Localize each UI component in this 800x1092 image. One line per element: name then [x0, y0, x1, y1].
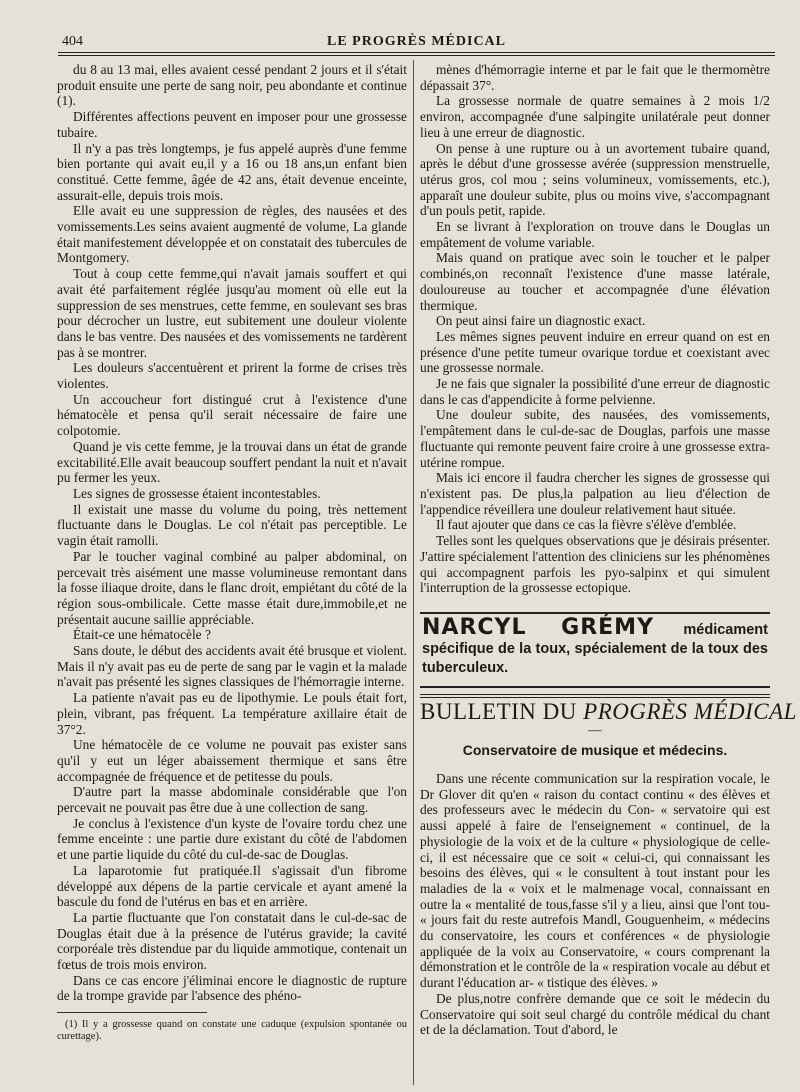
paragraph: La grossesse normale de quatre semaines à 2 mois 1/2 environ, accompagnée d'une salpingite unilatérale peut donner lieu à une erreur de diagnostic.: [420, 93, 770, 140]
paragraph: La patiente n'avait pas eu de lipothymie. Le pouls était fort, plein, vibrant, pas fréquent. La température axillaire était de 37°2.: [57, 690, 407, 737]
paragraph: Il existait une masse du volume du poing, très nettement fluctuante dans le Douglas. Le col n'était pas perceptible. Le vagin était ramolli.: [57, 501, 407, 549]
paragraph: Je conclus à l'existence d'un kyste de l'ovaire tordu chez une femme enceinte : une partie dure existant du côté de l'abdomen et une partie liquide du côté du cul-de-sac de Douglas.: [57, 815, 407, 863]
ad-text: médicament spécifique de la toux, spécialement de la toux des tuberculeux.: [422, 621, 768, 676]
paragraph: Les signes de grossesse étaient incontestables.: [73, 485, 321, 501]
paragraph: Tout à coup cette femme,qui n'avait jamais souffert et qui avait été parfaitement réglée jusqu'au moment où elle eut la suppression de ses menstrues, cette femme, en soulevant ses bras pour décrocher un lustre, eut subitement une douleur violente dans le bas ventre. Des nausées et des vomissements ne tardèrent pas à se montrer.: [57, 266, 407, 360]
footnote-rule: [57, 1012, 207, 1013]
bulletin-title-italic: PROGRÈS MÉDICAL: [583, 698, 797, 724]
ad-brand-name: NARCYL GRÉMY: [422, 614, 654, 640]
paragraph: De plus,notre confrère demande que ce soit le médecin du Conservatoire qui soit seul chargé du contrôle médical du chant et de la déclamation. Tout d'abord, le: [420, 990, 770, 1038]
page-header: [58, 30, 775, 52]
paragraph: Une douleur subite, des nausées, des vomissements, l'empâtement dans le cul-de-sac de Douglas, parfois une masse fluctuante qui remonte peuvent faire croire à une grossesse extra-utérine rompue.: [420, 407, 770, 470]
paragraph: Par le toucher vaginal combiné au palper abdominal, on percevait très aisément une masse volumineuse remontant dans la fosse iliaque droite, dans le flanc droit, empiétant du côté de la région sous-ombilicale. Cette masse était dure,immobile,et ne présentait aucune saillie appréciable.: [57, 548, 407, 627]
paragraph: Il faut ajouter que dans ce cas la fièvre s'élève d'emblée.: [436, 517, 737, 533]
paragraph: On peut ainsi faire un diagnostic exact.: [436, 313, 646, 329]
paragraph: Une hématocèle de ce volume ne pouvait pas exister sans qu'il y eut un léger abaissement thermique et sans être accompagnée de fréquence et de petitesse du pouls.: [57, 737, 407, 784]
bulletin-heading: [420, 698, 797, 724]
footnote: (1) Il y a grossesse quand on constate une caduque (expulsion spontanée ou curettage).: [57, 1019, 407, 1043]
bulletin-body: [420, 771, 770, 1038]
page-number: 404: [62, 34, 83, 49]
left-column: [57, 62, 407, 1043]
paragraph: du 8 au 13 mai, elles avaient cessé pendant 2 jours et il s'était produit ensuite une perte de sang noir, peu abondante et continue (1).: [57, 62, 407, 109]
paragraph: Les douleurs s'accentuèrent et prirent la forme de crises très violentes.: [57, 360, 407, 392]
paragraph: Telles sont les quelques observations que je désirais présenter. J'attire spécialement l'attention des cliniciens sur les phénomènes qui accompagnent parfois les pyo-salpinx et qui simulent l'interruption de la grossesse ectopique.: [420, 533, 770, 596]
paragraph: Je ne fais que signaler la possibilité d'une erreur de diagnostic dans le cas d'appendicite à forme pelvienne.: [420, 376, 770, 407]
paragraph: Sans doute, le début des accidents avait été brusque et violent. Mais il n'y avait pas eu de perte de sang par le vagin et la malade n'avait pas présenté les signes classiques de l'hémorragie interne.: [57, 643, 407, 690]
running-title: LE PROGRÈS MÉDICAL: [326, 34, 507, 49]
paragraph: Dans ce cas encore j'éliminai encore le diagnostic de rupture de la trompe gravide par l'absence des phéno-: [57, 972, 407, 1004]
advertisement-box: [420, 612, 770, 688]
header-rule: [58, 52, 775, 56]
article-subtitle: Conservatoire de musique et médecins.: [462, 742, 728, 759]
column-divider: [413, 60, 414, 1085]
bulletin-title: BULLETIN DU: [420, 698, 584, 724]
paragraph: Différentes affections peuvent en imposer pour une grossesse tubaire.: [57, 109, 407, 140]
paragraph: mènes d'hémorragie interne et par le fait que le thermomètre dépassait 37°.: [420, 62, 770, 93]
bulletin-rule: [420, 694, 770, 698]
paragraph: On pense à une rupture ou à un avortement tubaire quand, après le début d'une grossesse avérée (suppression menstruelle, utérus gros, col mou ; seins volumineux, vomissements, etc.), apparaît une douleur subite, plus ou moins vive, s'accompagnant d'un pouls petit, rapide.: [420, 140, 770, 219]
right-column: [420, 62, 797, 1038]
paragraph: Était-ce une hématocèle ?: [73, 627, 211, 643]
paragraph: La laparotomie fut pratiquée.Il s'agissait d'un fibrome développé aux dépens de la partie cervicale et ayant amené la bascule du fond de l'utérus en bas et en arrière.: [57, 862, 407, 910]
section-dash: —: [588, 721, 602, 737]
paragraph: La partie fluctuante que l'on constatait dans le cul-de-sac de Douglas était due à la présence de l'utérus gravide; la cavité corporéale très distendue par du liquide ammotique, contenait un fœtus de trois mois environ.: [57, 909, 407, 973]
paragraph: D'autre part la masse abdominale considérable que l'on percevait ne pouvait pas être due à une collection de sang.: [57, 784, 407, 816]
paragraph: Il n'y a pas très longtemps, je fus appelé auprès d'une femme bien portante qui avait eu,il y a 16 ou 18 ans,un enfant bien constitué. Cette femme, âgée de 42 ans, était devenue enceinte, assurait-elle, depuis trois mois.: [57, 140, 407, 203]
paragraph: Elle avait eu une suppression de règles, des nausées et des vomissements.Les seins avaient augmenté de volume, La glande était manifestement développée et on constatait des tubercules de Montgomery.: [57, 203, 407, 266]
paragraph: Mais ici encore il faudra chercher les signes de grossesse qui n'existent pas. De plus,la palpation au lieu d'élection de l'appendice réveillera une douleur relativement haut située.: [420, 470, 770, 517]
paragraph: Un accoucheur fort distingué crut à l'existence d'une hématocèle et pensa qu'il serait nécessaire de faire une colpotomie.: [57, 391, 407, 439]
paragraph: Quand je vis cette femme, je la trouvai dans un état de grande excitabilité.Elle avait beaucoup souffert pendant la nuit et n'avait pu fermer les yeux.: [57, 438, 407, 486]
paragraph: Mais quand on pratique avec soin le toucher et le palper combinés,on reconnaît l'existence d'une masse latérale, douloureuse au toucher et accompagnée d'une élévation thermique.: [420, 250, 770, 313]
paragraph: Les mêmes signes peuvent induire en erreur quand on est en présence d'une petite tumeur ovarique tordue et coexistant avec une grossesse normale.: [420, 328, 770, 376]
paragraph: Dans une récente communication sur la respiration vocale, le Dr Glover dit qu'en « raison du contact continu « des élèves et des professeurs avec le médecin du Con- « servatoire qui est aussi appelé à faire de l'enseignement « continuel, de la physiologie de la voix et de la culture « physiologique de celle-ci, il est nécessaire que ce soit « celui-ci, qui connaissant les besoins des élèves, qui « le consultent à tout instant pour les maladies de la « voix et le malmenage vocal, connaissant en outre la « mentalité de tous,fasse s'il y a lieu, ainsi que l'ont tou- « jours fait du reste autrefois Mandl, Gouguenheim, « médecins du conservatoire, les cours et conférences « de physiologie appliquée de la voix au Conservatoire, « cours comprenant la démonstration et le contrôle de la « respiration vocale au début et durant l'éducation ar- « tistique des élèves. »: [420, 771, 770, 991]
paragraph: En se livrant à l'exploration on trouve dans le Douglas un empâtement de volume variable.: [420, 219, 770, 250]
